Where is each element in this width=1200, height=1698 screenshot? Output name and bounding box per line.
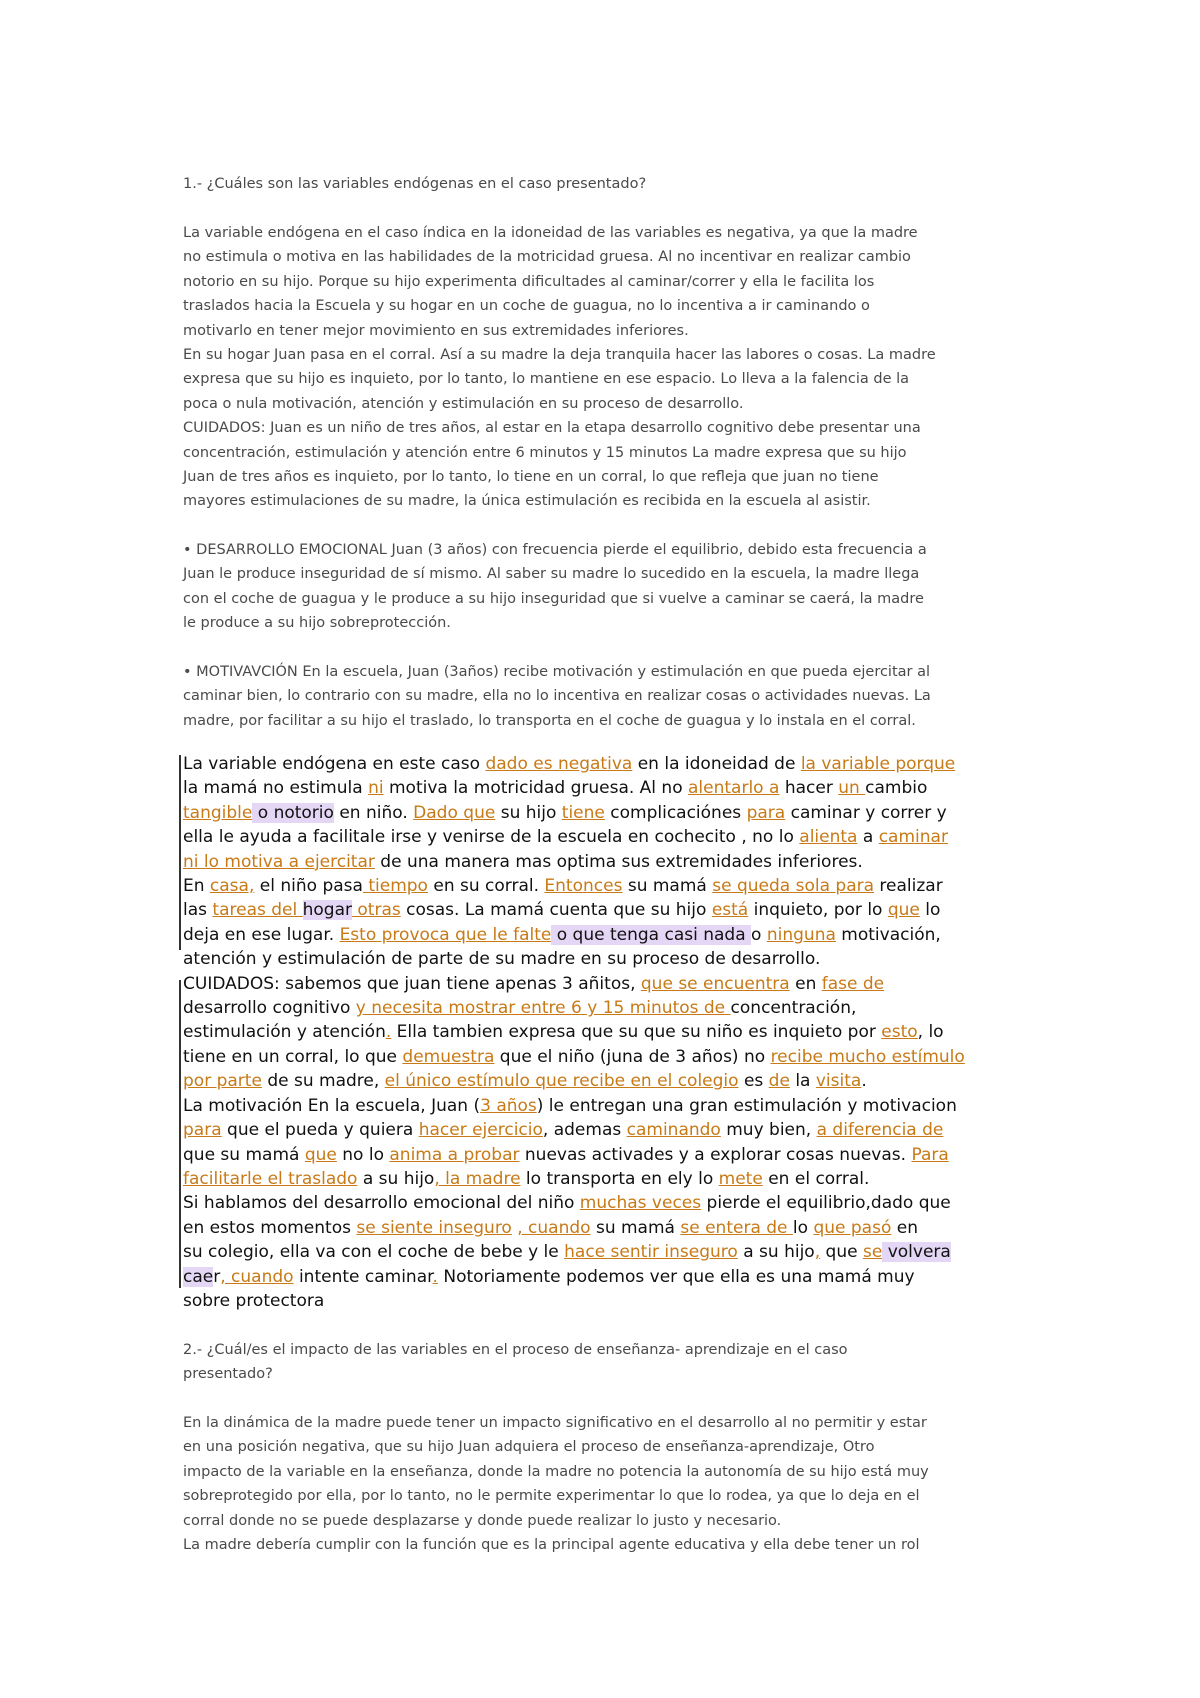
plain-text: La motivación En la escuela, Juan (	[183, 1095, 481, 1116]
plain-text: estimulación y atención	[183, 1022, 386, 1043]
revision-line	[183, 825, 1045, 849]
text-line: traslados hacia la Escuela y su hogar en un coche de guagua, no lo incentiva a ir caminando o	[183, 298, 870, 315]
plain-text: En	[183, 876, 210, 897]
text-line: madre, por facilitar a su hijo el traslado, lo transporta en el coche de guagua y lo instala en el corral.	[183, 712, 916, 729]
plain-text: ella le ayuda a facilitale irse y venirse de la escuela en cochecito , no lo	[183, 827, 800, 848]
plain-text: realizar	[874, 876, 943, 897]
text-line: notorio en su hijo. Porque su hijo experimenta dificultades al caminar/correr y ella le facilita los	[183, 273, 875, 290]
question-2-line: 2.- ¿Cuál/es el impacto de las variables en el proceso de enseñanza- aprendizaje en el caso	[183, 1342, 848, 1358]
revision-line	[183, 898, 1045, 922]
revision-line	[183, 996, 1045, 1020]
tracked-insertion: a diferencia de	[816, 1120, 944, 1141]
tracked-insertion: fase de	[821, 973, 885, 994]
tracked-insertion: Dado que	[413, 802, 496, 823]
text-line: expresa que su hijo es inquieto, por lo tanto, lo mantiene en ese espacio. Lo lleva a la falencia de la	[183, 371, 910, 388]
tracked-insertion: hace sentir inseguro	[564, 1242, 738, 1263]
plain-text: de su madre,	[261, 1071, 385, 1092]
revision-line	[183, 1216, 1045, 1240]
text-line: mayores estimulaciones de su madre, la única estimulación es recibida en la escuela al asistir.	[183, 493, 871, 510]
plain-text: desarrollo cognitivo	[183, 998, 356, 1019]
plain-text: que el niño (juna de 3 años) no	[494, 1046, 771, 1067]
tracked-insertion: la variable porque	[800, 754, 956, 774]
tracked-insertion: dado es negativa	[485, 754, 633, 774]
highlighted-text: cae	[183, 1266, 214, 1287]
plain-text: su colegio, ella va con el coche de bebe y le	[183, 1242, 565, 1263]
tracked-insertion: alienta	[799, 827, 858, 848]
plain-text: , ademas	[542, 1120, 627, 1141]
tracked-insertion: por parte	[183, 1071, 262, 1092]
tracked-insertion: se siente inseguro	[356, 1217, 512, 1238]
text-line: concentración, estimulación y atención entre 6 minutos y 15 minutos La madre expresa que su hijo	[183, 444, 907, 461]
question-2	[183, 1338, 1028, 1387]
revision-line	[183, 1143, 1045, 1167]
tracked-insertion: hacer ejercicio	[418, 1120, 543, 1141]
text-line: La madre debería cumplir con la función que es la principal agente educativa y ella debe tener un rol	[183, 1537, 920, 1554]
tracked-insertion: un	[838, 778, 866, 799]
revision-line	[183, 1289, 1045, 1313]
tracked-insertion: el único estímulo que recibe en el colegio	[384, 1071, 739, 1092]
tracked-insertion: mete	[718, 1168, 763, 1189]
highlighted-text: o que tenga casi nada	[551, 924, 752, 945]
plain-text: o	[751, 924, 767, 945]
plain-text: La variable endógena en este caso	[183, 754, 486, 774]
text-line: le produce a su hijo sobreprotección.	[183, 615, 451, 632]
tracked-insertion: tangible	[183, 802, 253, 823]
revision-line	[183, 947, 1045, 971]
text-line: Juan de tres años es inquieto, por lo tanto, lo tiene en un corral, lo que refleja que juan no tiene	[183, 469, 879, 486]
change-bar	[179, 980, 181, 1288]
tracked-insertion: ,	[814, 1242, 821, 1263]
text-line: corral donde no se puede desplazarse y donde puede realizar lo justo y necesario.	[183, 1512, 782, 1529]
text-line: Juan le produce inseguridad de sí mismo. Al saber su madre lo sucedido en la escuela, la madre llega	[183, 566, 920, 583]
plain-text: r	[213, 1266, 221, 1287]
tracked-insertion: otras	[352, 900, 401, 921]
plain-text: el niño pasa	[254, 876, 363, 897]
text-line: caminar bien, lo contrario con su madre, ella no lo incentiva en realizar cosas o actividades nuevas. La	[183, 688, 931, 705]
paragraph-impacto	[183, 1411, 1028, 1557]
plain-text: complicaciónes	[604, 802, 747, 823]
plain-text: sobre protectora	[183, 1290, 325, 1311]
text-line: impacto de la variable en la enseñanza, donde la madre no potencia la autonomía de su hijo está muy	[183, 1463, 929, 1480]
plain-text: concentración,	[730, 998, 857, 1019]
plain-text: su hijo	[495, 802, 562, 823]
question-1	[183, 172, 1028, 196]
text-line: CUIDADOS: Juan es un niño de tres años, al estar en la etapa desarrollo cognitivo debe presentar una	[183, 420, 921, 437]
tracked-insertion: que	[887, 900, 920, 921]
plain-text: inquieto, por lo	[748, 900, 888, 921]
plain-text: de una manera mas optima sus extremidades inferiores.	[374, 851, 863, 872]
tracked-insertion: , cuando	[220, 1266, 294, 1287]
plain-text: deja en ese lugar.	[183, 924, 340, 945]
tracked-insertion: que	[304, 1144, 337, 1165]
highlighted-text: hogar	[302, 900, 352, 921]
question-2-line: presentado?	[183, 1366, 273, 1383]
tracked-insertion: se	[862, 1242, 883, 1263]
tracked-insertion: ni lo motiva a ejercitar	[183, 851, 375, 872]
tracked-insertion: alentarlo a	[688, 778, 780, 799]
highlighted-text: volvera	[882, 1242, 951, 1263]
plain-text: la mamá no estimula	[183, 778, 369, 799]
plain-text: muy bien,	[720, 1120, 817, 1141]
tracked-insertion: muchas veces	[579, 1193, 702, 1214]
plain-text: ) le entregan una gran estimulación y motivacion	[536, 1095, 957, 1116]
plain-text: es	[738, 1071, 769, 1092]
text-line: En su hogar Juan pasa en el corral. Así a su madre la deja tranquila hacer las labores o cosas. La madre	[183, 347, 936, 364]
revision-line	[183, 1167, 1045, 1191]
plain-text: intente caminar	[293, 1266, 433, 1287]
revision-line	[183, 1118, 1045, 1142]
tracked-insertion: tiempo	[362, 876, 428, 897]
tracked-insertion: facilitarle el traslado	[183, 1168, 358, 1189]
text-line: • DESARROLLO EMOCIONAL Juan (3 años) con frecuencia pierde el equilibrio, debido esta frecuencia a	[183, 542, 927, 558]
tracked-insertion: caminando	[626, 1120, 721, 1141]
tracked-insertion: .	[432, 1266, 438, 1287]
change-bar	[179, 755, 181, 950]
tracked-insertion: ni	[368, 778, 384, 799]
plain-text: que su mamá	[183, 1144, 305, 1165]
text-line: sobreprotegido por ella, por lo tanto, no le permite experimentar lo que lo rodea, ya que lo deja en el	[183, 1488, 920, 1505]
tracked-insertion: ninguna	[766, 924, 836, 945]
revised-paragraph	[183, 752, 1045, 1313]
plain-text: su mamá	[590, 1217, 681, 1238]
plain-text: lo	[792, 1217, 814, 1238]
plain-text: motivación,	[835, 924, 941, 945]
tracked-insertion: tareas del	[212, 900, 303, 921]
text-line: con el coche de guagua y le produce a su hijo inseguridad que si vuelve a caminar se caerá, la madre	[183, 590, 924, 607]
revision-line	[183, 776, 1045, 800]
revision-line	[183, 801, 1045, 825]
text-line: • MOTIVAVCIÓN En la escuela, Juan (3años) recibe motivación y estimulación en que pueda ejercitar al	[183, 664, 931, 680]
plain-text: en	[891, 1217, 918, 1238]
plain-text: a su hijo	[357, 1168, 435, 1189]
revision-line	[183, 1265, 1045, 1289]
plain-text: atención y estimulación de parte de su madre en su proceso de desarrollo.	[183, 949, 821, 970]
tracked-insertion: esto	[881, 1022, 918, 1043]
highlighted-text: o notorio	[252, 802, 334, 823]
tracked-insertion: Esto provoca que le falte	[339, 924, 552, 945]
tracked-insertion: , cuando	[517, 1217, 591, 1238]
plain-text: a su hijo	[737, 1242, 815, 1263]
plain-text: cosas. La mamá cuenta que su hijo	[400, 900, 712, 921]
tracked-insertion: recibe mucho estímulo	[770, 1046, 965, 1067]
tracked-insertion: para	[183, 1120, 222, 1141]
tracked-insertion: está	[711, 900, 749, 921]
tracked-insertion: , la madre	[434, 1168, 521, 1189]
plain-text: en la idoneidad de	[632, 754, 801, 774]
revision-line	[183, 1240, 1045, 1264]
revision-line	[183, 850, 1045, 874]
plain-text: , lo	[917, 1022, 944, 1043]
plain-text: que el pueda y quiera	[221, 1120, 419, 1141]
tracked-insertion: tiene	[561, 802, 605, 823]
text-line: no estimula o motiva en las habilidades de la motricidad gruesa. Al no incentivar en realizar cambio	[183, 249, 911, 266]
revision-line	[183, 1020, 1045, 1044]
tracked-insertion: anima a probar	[389, 1144, 520, 1165]
paragraph-variables-endogenas	[183, 221, 1028, 514]
tracked-insertion: de	[768, 1071, 790, 1092]
tracked-insertion: visita	[815, 1071, 862, 1092]
tracked-insertion: .	[385, 1022, 392, 1043]
plain-text: Si hablamos del desarrollo emocional del niño	[183, 1193, 580, 1214]
paragraph-desarrollo-emocional	[183, 538, 1028, 636]
tracked-insertion: se entera de	[680, 1217, 793, 1238]
tracked-insertion: demuestra	[402, 1046, 495, 1067]
tracked-insertion: casa,	[209, 876, 255, 897]
plain-text: en estos momentos	[183, 1217, 357, 1238]
plain-text: nuevas activades y a explorar cosas nuevas.	[519, 1144, 912, 1165]
tracked-insertion: caminar	[878, 827, 948, 848]
text-line: en una posición negativa, que su hijo Juan adquiera el proceso de enseñanza-aprendizaje, Otro	[183, 1439, 875, 1456]
tracked-insertion: que se encuentra	[640, 973, 790, 994]
revision-line	[183, 1191, 1045, 1215]
tracked-insertion: Entonces	[544, 876, 623, 897]
plain-text: en su corral.	[427, 876, 545, 897]
plain-text: CUIDADOS: sabemos que juan tiene apenas 3 añitos,	[183, 973, 641, 994]
plain-text: Notoriamente podemos ver que ella es una mamá muy	[437, 1266, 915, 1287]
plain-text: lo transporta en ely lo	[520, 1168, 719, 1189]
tracked-insertion: para	[746, 802, 786, 823]
revision-line	[183, 1094, 1045, 1118]
plain-text: .	[861, 1071, 867, 1092]
plain-text: motiva la motricidad gruesa. Al no	[383, 778, 689, 799]
tracked-insertion: 3 años	[480, 1095, 537, 1116]
tracked-insertion: y necesita mostrar entre 6 y 15 minutos de	[355, 998, 731, 1019]
plain-text: su mamá	[622, 876, 713, 897]
plain-text: no lo	[336, 1144, 390, 1165]
text-line: La variable endógena en el caso índica en la idoneidad de las variables es negativa, ya que la madre	[183, 225, 918, 241]
plain-text: tiene en un corral, lo que	[183, 1046, 403, 1067]
revision-line	[183, 972, 1045, 996]
plain-text: pierde el equilibrio,dado que	[701, 1193, 951, 1214]
revision-line	[183, 1069, 1045, 1093]
tracked-insertion: Para	[911, 1144, 949, 1165]
plain-text: lo	[919, 900, 941, 921]
tracked-insertion: se queda sola para	[712, 876, 875, 897]
plain-text: Ella tambien expresa que su que su niño es inquieto por	[391, 1022, 882, 1043]
revision-line	[183, 752, 1045, 776]
plain-text: en el corral.	[762, 1168, 870, 1189]
plain-text: en	[789, 973, 822, 994]
plain-text: cambio	[865, 778, 928, 799]
revision-line	[183, 923, 1045, 947]
paragraph-motivacion	[183, 660, 1028, 733]
question-1-text: 1.- ¿Cuáles son las variables endógenas en el caso presentado?	[183, 176, 647, 192]
text-line: En la dinámica de la madre puede tener un impacto significativo en el desarrollo al no permitir y estar	[183, 1415, 927, 1431]
plain-text: las	[183, 900, 213, 921]
plain-text: a	[857, 827, 879, 848]
text-line: motivarlo en tener mejor movimiento en sus extremidades inferiores.	[183, 322, 689, 339]
plain-text: la	[789, 1071, 816, 1092]
plain-text: caminar y correr y	[785, 802, 947, 823]
plain-text: hacer	[779, 778, 839, 799]
revision-line	[183, 874, 1045, 898]
plain-text: en niño.	[333, 802, 414, 823]
revision-line	[183, 1045, 1045, 1069]
plain-text: que	[820, 1242, 863, 1263]
tracked-insertion: que pasó	[813, 1217, 892, 1238]
text-line: poca o nula motivación, atención y estimulación en su proceso de desarrollo.	[183, 395, 744, 412]
